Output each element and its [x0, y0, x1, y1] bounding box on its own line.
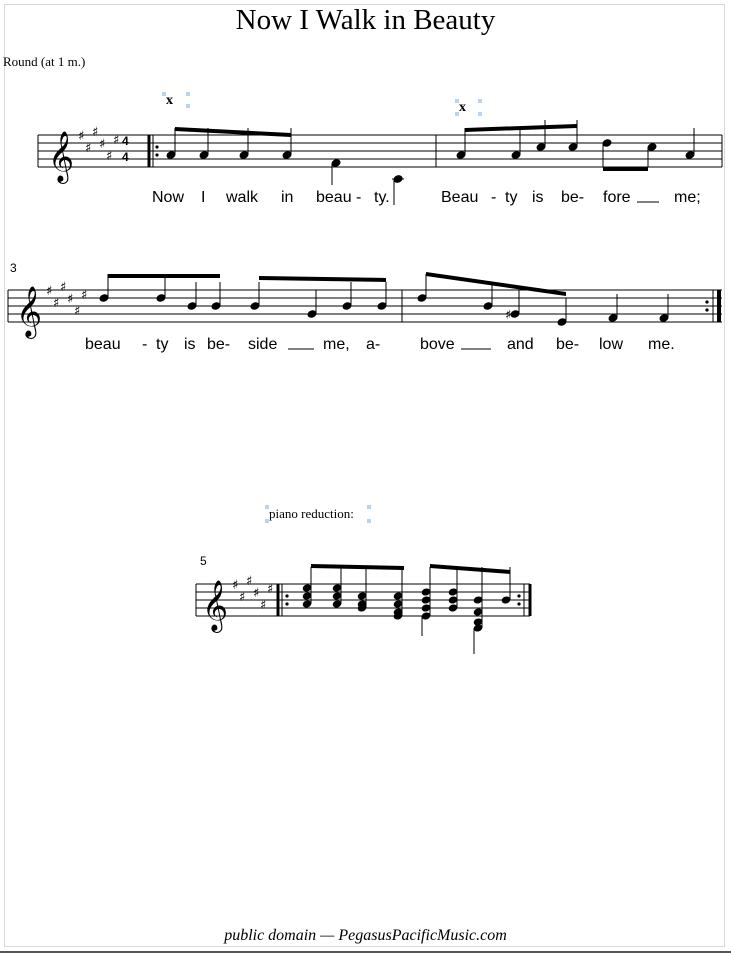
lyric-syllable: me. [648, 336, 675, 353]
lyric-syllable: beau [85, 336, 121, 353]
repeat-sign-icon [705, 308, 708, 311]
lyric-syllable: is [184, 336, 196, 353]
time-sig-top: 4 [122, 134, 129, 148]
sharp-icon: ♯ [232, 578, 239, 593]
rehearsal-mark-text: x [166, 93, 173, 108]
repeat-sign-icon [285, 594, 288, 597]
repeat-sign-icon [705, 300, 708, 303]
lyric-syllable: ty. [374, 189, 390, 206]
measure-number-3: 3 [10, 261, 17, 275]
piano-reduction-label[interactable] [265, 505, 371, 523]
repeat-sign-icon [517, 594, 520, 597]
repeat-sign-icon [517, 602, 520, 605]
sharp-icon: ♯ [253, 586, 260, 601]
repeat-sign-icon [155, 153, 158, 156]
lyric-syllable: Beau [441, 189, 479, 206]
lyric-syllable: be- [561, 189, 585, 206]
treble-clef-icon: 𝄞 [202, 580, 229, 631]
lyric-syllable: I [201, 189, 206, 206]
sharp-icon: ♯ [267, 582, 274, 597]
beam [430, 564, 510, 574]
sharp-icon: ♯ [67, 292, 74, 307]
beam [603, 167, 648, 171]
lyric-syllable: Now [152, 189, 185, 206]
beam [108, 274, 220, 278]
lyric-syllable: a- [366, 336, 381, 353]
sharp-icon: ♯ [85, 141, 92, 156]
sharp-icon: ♯ [106, 149, 113, 164]
lyric-syllable: fore [603, 189, 631, 206]
lyric-syllable: beau [316, 189, 352, 206]
beam [465, 124, 577, 132]
lyric-syllable: ty [156, 336, 169, 353]
lyrics-line-1 [152, 189, 701, 206]
treble-clef-icon: 𝄞 [48, 131, 75, 182]
time-sig-bottom: 4 [122, 150, 129, 164]
lyric-syllable: - [142, 336, 148, 353]
beam [259, 276, 386, 282]
staff-system-2 [8, 272, 722, 339]
rehearsal-mark-1[interactable] [162, 92, 190, 108]
sharp-icon: ♯ [246, 574, 253, 589]
lyric-syllable: is [532, 189, 544, 206]
lyric-syllable: be- [207, 336, 231, 353]
rehearsal-mark-text: x [459, 100, 466, 115]
score-title: Now I Walk in Beauty [235, 4, 496, 36]
lyric-syllable: - [356, 189, 362, 206]
lyric-syllable: - [491, 189, 497, 206]
sharp-icon: ♯ [81, 288, 88, 303]
lyric-syllable: low [599, 336, 624, 353]
rehearsal-mark-2[interactable] [455, 99, 482, 116]
lyric-syllable: me; [674, 189, 701, 206]
sharp-icon: ♯ [239, 590, 246, 605]
lyrics-line-2 [85, 336, 675, 353]
sharp-icon: ♯ [113, 133, 120, 148]
lyric-syllable: and [507, 336, 534, 353]
treble-clef-icon: 𝄞 [16, 286, 43, 337]
lyric-syllable: be- [556, 336, 580, 353]
sharp-icon: ♯ [78, 129, 85, 144]
repeat-sign-icon [285, 602, 288, 605]
sharp-icon: ♯ [60, 280, 67, 295]
copyright-footer: public domain — PegasusPacificMusic.com [224, 927, 507, 944]
lyric-syllable: bove [420, 336, 455, 353]
lyric-syllable: side [248, 336, 278, 353]
lyric-syllable: walk [226, 189, 259, 206]
sharp-icon: ♯ [92, 125, 99, 140]
measure-number-5: 5 [200, 554, 207, 568]
sharp-icon: ♯ [260, 598, 267, 613]
sharp-icon: ♯ [99, 137, 106, 152]
sharp-icon: ♯ [46, 284, 53, 299]
lyric-syllable: in [281, 189, 294, 206]
lyric-syllable: me, [323, 336, 350, 353]
lyric-syllable: ty [505, 189, 518, 206]
piano-reduction-text: piano reduction: [269, 506, 354, 521]
sharp-icon: ♯ [505, 308, 512, 323]
beam [426, 272, 566, 296]
staff-system-3 [196, 564, 530, 654]
sharp-icon: ♯ [74, 304, 81, 319]
beam [311, 564, 404, 570]
sharp-icon: ♯ [53, 296, 60, 311]
repeat-sign-icon [155, 145, 158, 148]
round-instruction: Round (at 1 m.) [3, 54, 86, 69]
